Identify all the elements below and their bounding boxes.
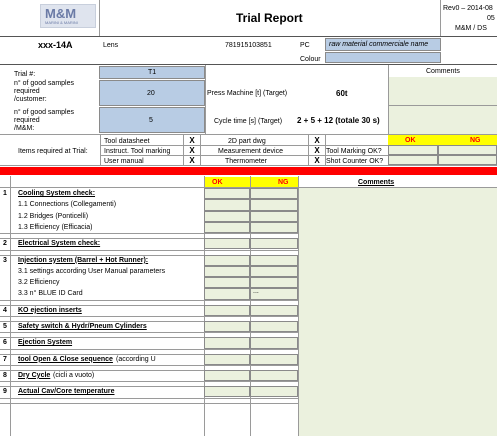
check-ok-5[interactable] <box>204 321 250 332</box>
page-title: Trial Report <box>236 11 303 25</box>
cycle-time-label: Cycle time [s] (Target) <box>214 118 283 125</box>
samples-customer-field[interactable] <box>99 80 205 106</box>
sub-item-1-3: 1.3 Efficiency (Efficacia) <box>18 223 93 231</box>
revision-line-3: M&M / DS <box>455 25 487 32</box>
logo-subtitle: MARINI & MARINI <box>45 20 78 25</box>
check-ok-9[interactable] <box>204 386 250 397</box>
section-number-7: 7 <box>3 355 7 363</box>
section-number-2: 2 <box>3 240 7 248</box>
mark-measurement-device[interactable]: X <box>314 146 320 155</box>
sub-item-3-2: 3.2 Efficiency <box>18 279 60 287</box>
check-ok-6[interactable] <box>204 337 250 348</box>
check-ok-label: OK <box>212 179 223 186</box>
section-title-suffix-8: (cicli a vuoto) <box>53 371 95 379</box>
shot-counter-ng-cell[interactable] <box>438 155 497 165</box>
samples-customer-label-1: n° of good samples <box>14 80 75 87</box>
item-shot-counter-ok: Shot Counter OK? <box>326 158 384 165</box>
check-ng-2[interactable] <box>250 238 298 249</box>
check-comments-header: Comments <box>358 179 395 186</box>
item-measurement-device: Measurement device <box>218 148 283 155</box>
blue-id-card-dots: ... <box>253 288 259 296</box>
mark-user-manual[interactable]: X <box>189 156 195 165</box>
comments-header-top: Comments <box>426 68 460 75</box>
items-required-label: Items required at Trial: <box>18 148 88 155</box>
section-title-9: Actual Cav/Core temperature <box>18 388 115 396</box>
cycle-time-value: 2 + 5 + 12 (totale 30 s) <box>297 116 380 125</box>
mark-2d-part-dwg[interactable]: X <box>314 136 320 145</box>
check-ok-7[interactable] <box>204 354 250 365</box>
check-comments-area[interactable] <box>298 187 497 436</box>
section-title-7: tool Open & Close sequence <box>18 355 113 363</box>
part-name: Lens <box>103 42 119 49</box>
section-number-4: 4 <box>3 306 7 314</box>
colour-field[interactable] <box>325 52 441 63</box>
check-ng-1-1[interactable] <box>250 199 298 210</box>
check-ng-5[interactable] <box>250 321 298 332</box>
section-separator-bar <box>0 167 497 175</box>
check-ng-3[interactable] <box>250 255 298 266</box>
check-ok-1[interactable] <box>204 188 250 199</box>
check-ok-8[interactable] <box>204 370 250 381</box>
check-ng-1-3[interactable] <box>250 222 298 233</box>
check-ng-8[interactable] <box>250 370 298 381</box>
sub-item-1-1: 1.1 Connections (Collegamenti) <box>18 201 117 209</box>
item-instruct-tool-marking: Instruct. Tool marking <box>104 148 171 155</box>
trial-number-field[interactable] <box>99 66 205 79</box>
shot-counter-ok-cell[interactable] <box>388 155 438 165</box>
trial-number-value: T1 <box>148 69 157 76</box>
section-number-8: 8 <box>3 371 7 379</box>
section-title-2: Electrical System check: <box>18 240 101 248</box>
section-title-1: Cooling System check: <box>18 190 96 197</box>
material-value: raw material commerciale name <box>329 41 429 48</box>
section-title-3: Injection system (Barrel + Hot Runner): <box>18 256 149 264</box>
check-ng-7[interactable] <box>250 354 298 365</box>
company-logo <box>40 4 96 28</box>
revision-line-1: Rev0 – 2014-08 <box>443 5 493 12</box>
tool-marking-ng-cell[interactable] <box>438 145 497 155</box>
section-number-9: 9 <box>3 388 7 396</box>
samples-mm-label-3: /M&M: <box>14 125 35 132</box>
samples-customer-label-2: required <box>14 88 40 95</box>
section-title-5: Safety switch & Hydr/Pneum Cylinders <box>18 323 147 330</box>
press-machine-label: Press Machine [t] (Target) <box>207 90 288 97</box>
section-number-1: 1 <box>3 190 7 197</box>
check-ng-6[interactable] <box>250 337 298 348</box>
part-code: xxx-14A <box>38 40 73 50</box>
section-title-suffix-7: (according U <box>116 355 156 363</box>
trial-number-label: Trial #: <box>14 71 36 78</box>
samples-mm-value: 5 <box>149 117 153 124</box>
check-ok-3-2[interactable] <box>204 277 250 288</box>
item-user-manual: User manual <box>104 158 144 165</box>
check-ng-3-1[interactable] <box>250 266 298 277</box>
check-ok-1-1[interactable] <box>204 199 250 210</box>
check-ok-2[interactable] <box>204 238 250 249</box>
press-machine-value: 60t <box>336 89 348 98</box>
section-title-8: Dry Cycle <box>18 371 51 379</box>
samples-customer-value: 20 <box>147 90 155 97</box>
check-ng-label: NG <box>278 179 289 186</box>
check-ng-9[interactable] <box>250 386 298 397</box>
mark-instruct-tool-marking[interactable]: X <box>189 146 195 155</box>
check-ng-4[interactable] <box>250 305 298 316</box>
check-ng-1-2[interactable] <box>250 211 298 222</box>
check-ok-3-1[interactable] <box>204 266 250 277</box>
revision-line-2: 05 <box>487 15 495 22</box>
samples-mm-field[interactable] <box>99 107 205 133</box>
items-ng-label: NG <box>470 137 481 144</box>
section-title-6: Ejection System <box>18 339 73 347</box>
samples-mm-label-2: required <box>14 117 40 124</box>
mark-thermometer[interactable]: X <box>314 156 320 165</box>
section-number-3: 3 <box>3 256 7 264</box>
check-ok-1-3[interactable] <box>204 222 250 233</box>
sub-item-3-3: 3.3 n° BLUE ID Card <box>18 290 83 298</box>
sub-item-3-1: 3.1 settings according User Manual parameters <box>18 267 166 275</box>
item-thermometer: Thermometer <box>225 158 268 165</box>
material-field[interactable] <box>325 38 441 51</box>
item-2d-part-dwg: 2D part dwg <box>228 138 266 145</box>
section-number-6: 6 <box>3 339 7 347</box>
check-ok-3-3[interactable] <box>204 288 250 299</box>
section-number-5: 5 <box>3 323 7 330</box>
check-ng-1[interactable] <box>250 188 298 199</box>
logo-text: M&M <box>45 6 77 21</box>
colour-label: Colour <box>300 56 321 63</box>
check-ok-4[interactable] <box>204 305 250 316</box>
mark-tool-datasheet[interactable]: X <box>189 136 195 145</box>
samples-mm-label-1: n° of good samples <box>14 109 75 116</box>
item-tool-marking-ok: Tool Marking OK? <box>326 148 382 155</box>
samples-customer-label-3: /customer: <box>14 96 47 103</box>
check-ok-3[interactable] <box>204 255 250 266</box>
item-tool-datasheet: Tool datasheet <box>104 138 150 145</box>
part-number: 781915103851 <box>225 42 272 49</box>
tool-marking-ok-cell[interactable] <box>388 145 438 155</box>
sub-item-1-2: 1.2 Bridges (Ponticelli) <box>18 212 89 220</box>
check-ok-1-2[interactable] <box>204 211 250 222</box>
items-ok-label: OK <box>405 137 416 144</box>
pc-label: PC <box>300 42 310 49</box>
section-title-4: KO ejection inserts <box>18 306 82 314</box>
